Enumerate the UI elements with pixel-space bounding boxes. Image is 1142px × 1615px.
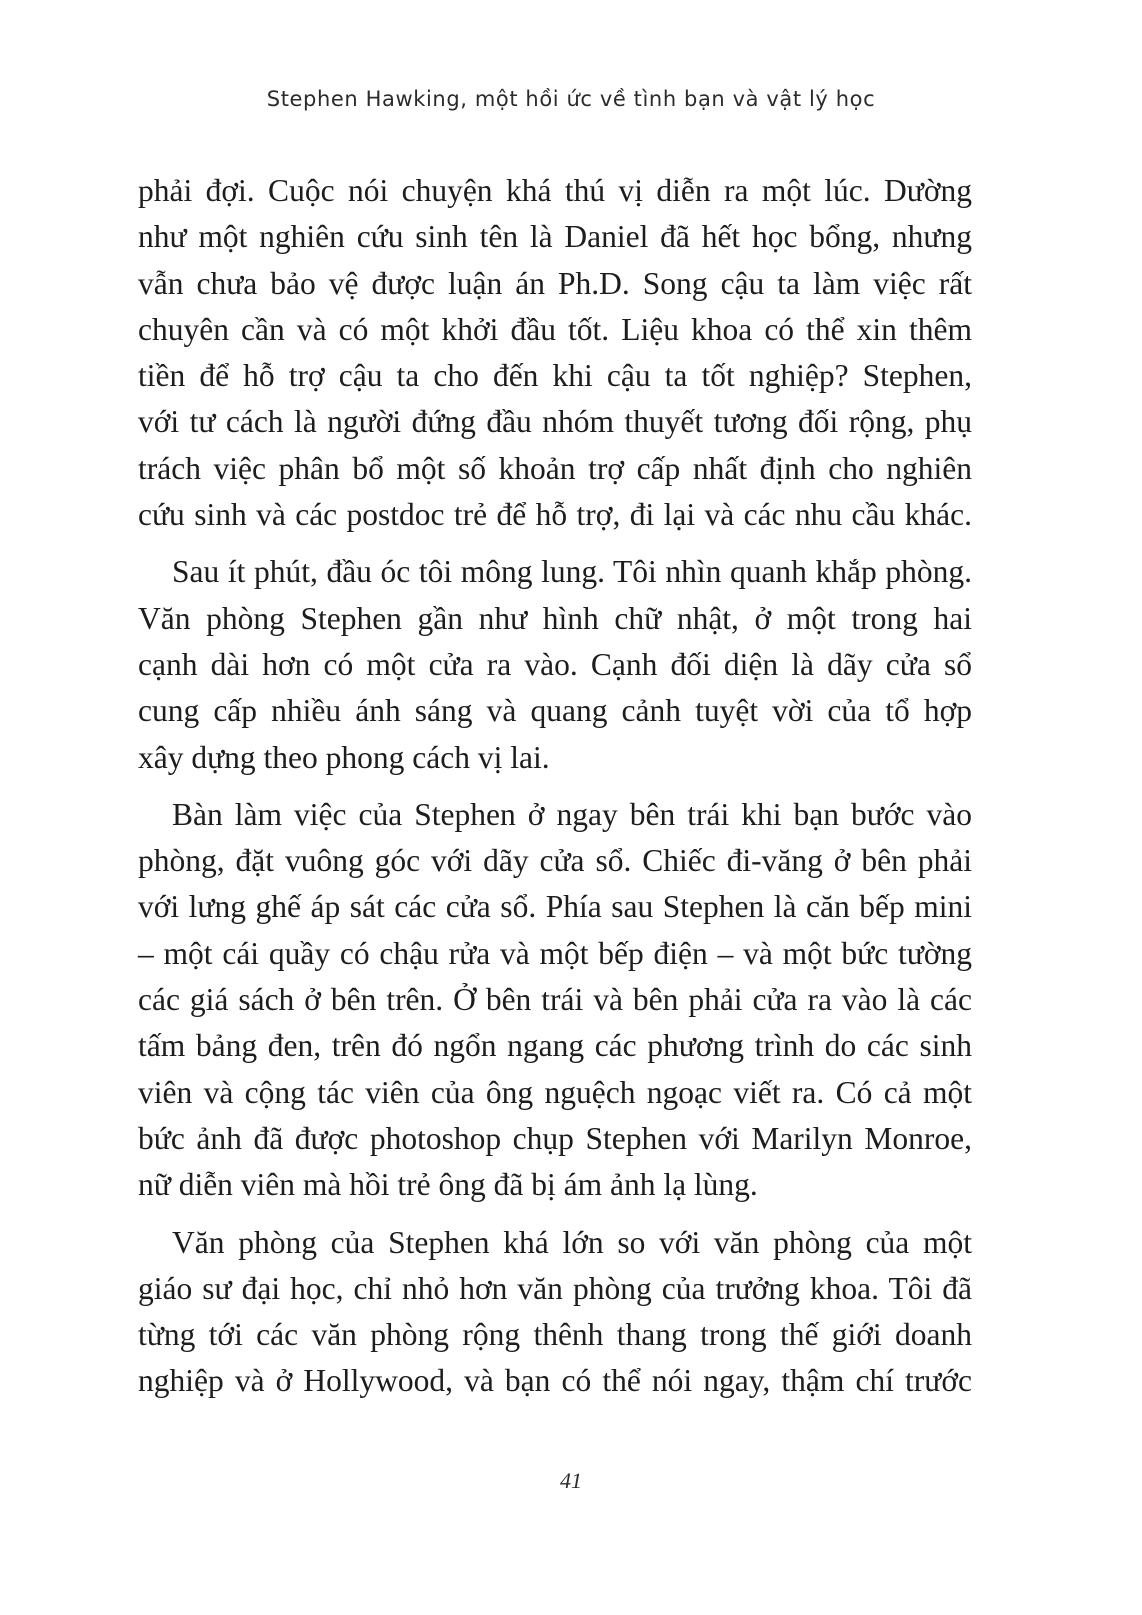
- text-line: Văn phòng của Stephen khá lớn so với văn phòng của một: [172, 1224, 972, 1260]
- text-line: bức ảnh đã được photoshop chụp Stephen với Marilyn Monroe,: [138, 1120, 972, 1156]
- text-line: – một cái quầy có chậu rửa và một bếp điện – và một bức tường: [138, 935, 972, 971]
- page-number: 41: [560, 1468, 582, 1493]
- text-line: nữ diễn viên mà hồi trẻ ông đã bị ám ảnh lạ lùng.: [138, 1167, 758, 1203]
- paragraph-1: [138, 168, 972, 538]
- running-header: Stephen Hawking, một hồi ức về tình bạn và vật lý học: [266, 87, 876, 111]
- text-line: viên và cộng tác viên của ông nguệch ngoạc viết ra. Có cả một: [138, 1074, 972, 1110]
- text-line: Văn phòng Stephen gần như hình chữ nhật, ở một trong hai: [138, 600, 972, 636]
- text-line: trách việc phân bổ một số khoản trợ cấp nhất định cho nghiên: [138, 450, 972, 486]
- text-line: cạnh dài hơn có một cửa ra vào. Cạnh đối diện là dãy cửa sổ: [138, 646, 972, 682]
- text-line: Sau ít phút, đầu óc tôi mông lung. Tôi nhìn quanh khắp phòng.: [172, 554, 972, 590]
- text-line: chuyên cần và có một khởi đầu tốt. Liệu khoa có thể xin thêm: [138, 311, 972, 347]
- text-line: các giá sách ở bên trên. Ở bên trái và bên phải cửa ra vào là các: [138, 982, 972, 1018]
- text-line: cung cấp nhiều ánh sáng và quang cảnh tuyệt vời của tổ hợp: [138, 693, 972, 729]
- text-line: với tư cách là người đứng đầu nhóm thuyết tương đối rộng, phụ: [138, 404, 972, 440]
- text-line: nghiệp và ở Hollywood, và bạn có thể nói ngay, thậm chí trước: [138, 1363, 972, 1399]
- text-line: Bàn làm việc của Stephen ở ngay bên trái khi bạn bước vào: [172, 796, 972, 832]
- text-line: tiền để hỗ trợ cậu ta cho đến khi cậu ta tốt nghiệp? Stephen,: [138, 358, 972, 394]
- paragraph-4: [138, 1220, 972, 1405]
- text-line: với lưng ghế áp sát các cửa sổ. Phía sau Stephen là căn bếp mini: [138, 889, 972, 925]
- text-line: như một nghiên cứu sinh tên là Daniel đã hết học bổng, nhưng: [138, 219, 972, 255]
- text-line: từng tới các văn phòng rộng thênh thang trong thế giới doanh: [138, 1317, 972, 1353]
- text-line: vẫn chưa bảo vệ được luận án Ph.D. Song cậu ta làm việc rất: [138, 265, 972, 301]
- text-line: xây dựng theo phong cách vị lai.: [138, 739, 550, 775]
- text-line: phải đợi. Cuộc nói chuyện khá thú vị diễn ra một lúc. Dường: [138, 173, 972, 208]
- body-text: [138, 168, 972, 1405]
- text-line: giáo sư đại học, chỉ nhỏ hơn văn phòng của trưởng khoa. Tôi đã: [138, 1270, 972, 1306]
- text-line: phòng, đặt vuông góc với dãy cửa sổ. Chiếc đi-văng ở bên phải: [138, 843, 972, 879]
- text-line: cứu sinh và các postdoc trẻ để hỗ trợ, đi lại và các nhu cầu khác.: [138, 497, 972, 533]
- paragraph-3: [138, 792, 972, 1209]
- paragraph-2: [138, 549, 972, 780]
- text-line: tấm bảng đen, trên đó ngổn ngang các phương trình do các sinh: [138, 1028, 972, 1064]
